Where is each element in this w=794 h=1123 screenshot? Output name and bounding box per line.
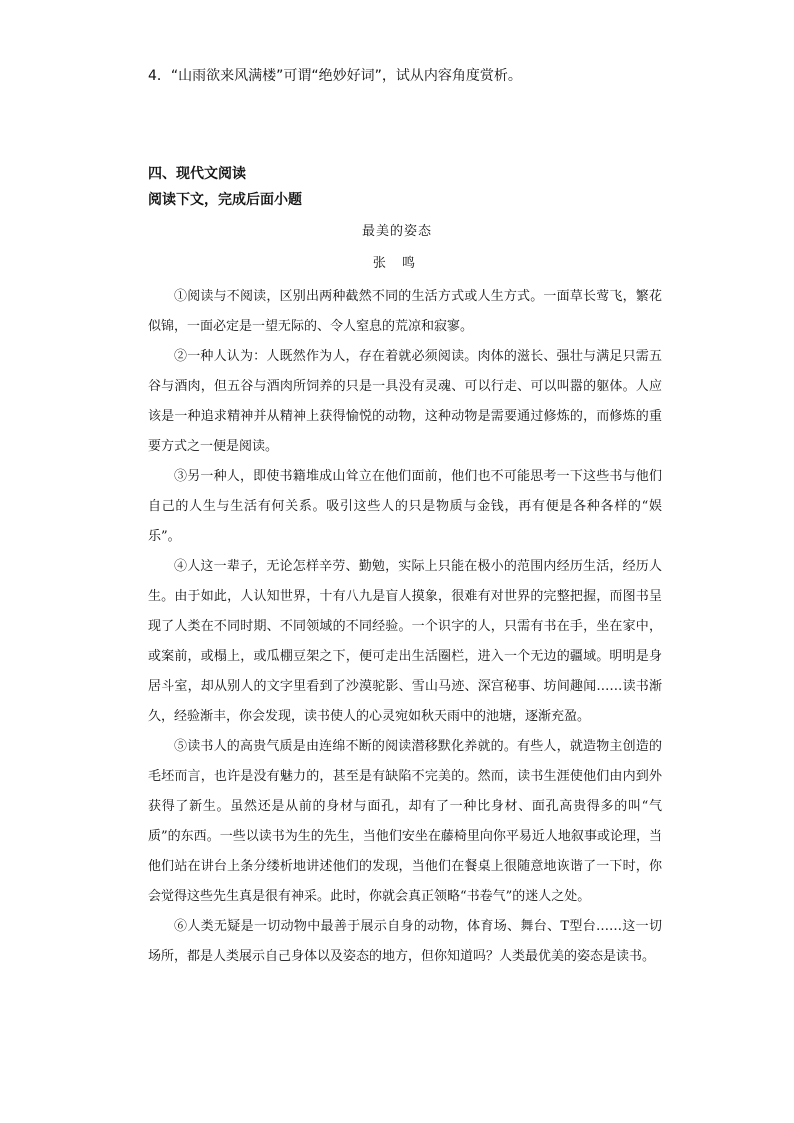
article-paragraph-1: ①阅读与不阅读，区别出两种截然不同的生活方式或人生方式。一面草长莺飞，繁花似锦，一面必定是一望无际的、令人窒息的荒凉和寂寥。 — [148, 289, 662, 334]
article-paragraph-4: ④人这一辈子，无论怎样辛劳、勤勉，实际上只能在极小的范围内经历生活，经历人生。由于如此，人认知世界，十有八九是盲人摸象，很难有对世界的完整把握，而图书呈现了人类在不同时期、不同领域的不同经验。一个识字的人，只需有书在手，坐在家中，或案前，或榻上，或瓜棚豆架之下，便可走出生活圈栏，进入一个无边的疆域。明明是身居斗室，却从别人的文字里看到了沙漠驼影、雪山马迹、深宫秘事、坊间趣闻……读书渐久，经验渐丰，你会发现，读书使人的心灵宛如秋天雨中的池塘，逐渐充盈。 — [148, 559, 662, 724]
question-4: 4．“山雨欲来风满楼”可谓“绝妙好词”，试从内容角度赏析。 — [148, 68, 522, 84]
article-paragraph-3: ③另一种人，即使书籍堆成山耸立在他们面前，他们也不可能思考一下这些书与他们自己的人生与生活有何关系。吸引这些人的只是物质与金钱，再有便是各种各样的“娱乐”。 — [148, 469, 662, 544]
section-title: 四、现代文阅读 — [148, 166, 246, 182]
article-paragraph-6: ⑥人类无疑是一切动物中最善于展示自身的动物，体育场、舞台、T型台……这一切场所，都是人类展示自己身体以及姿态的地方，但你知道吗？人类最优美的姿态是读书。 — [148, 919, 662, 964]
article-body — [148, 282, 662, 972]
article-author: 张 鸣 — [372, 256, 422, 271]
article-title: 最美的姿态 — [361, 224, 432, 239]
reading-instruction: 阅读下文，完成后面小题 — [148, 192, 302, 208]
article-paragraph-5: ⑤读书人的高贵气质是由连绵不断的阅读潜移默化养就的。有些人，就造物主创造的毛坯而言，也许是没有魅力的，甚至是有缺陷不完美的。然而，读书生涯使他们由内到外获得了新生。虽然还是从前的身材与面孔，却有了一种比身材、面孔高贵得多的叫“气质”的东西。一些以读书为生的先生，当他们安坐在藤椅里向你平易近人地叙事或论理，当他们站在讲台上条分缕析地讲述他们的发现，当他们在餐桌上很随意地诙谐了一下时，你会觉得这些先生真是很有神采。此时，你就会真正领略“书卷气”的迷人之处。 — [148, 739, 662, 904]
article-paragraph-2: ②一种人认为：人既然作为人，存在着就必须阅读。肉体的滋长、强壮与满足只需五谷与酒肉，但五谷与酒肉所饲养的只是一具没有灵魂、可以行走、可以叫嚣的躯体。人应该是一种追求精神并从精神上获得愉悦的动物，这种动物是需要通过修炼的，而修炼的重要方式之一便是阅读。 — [148, 349, 662, 454]
